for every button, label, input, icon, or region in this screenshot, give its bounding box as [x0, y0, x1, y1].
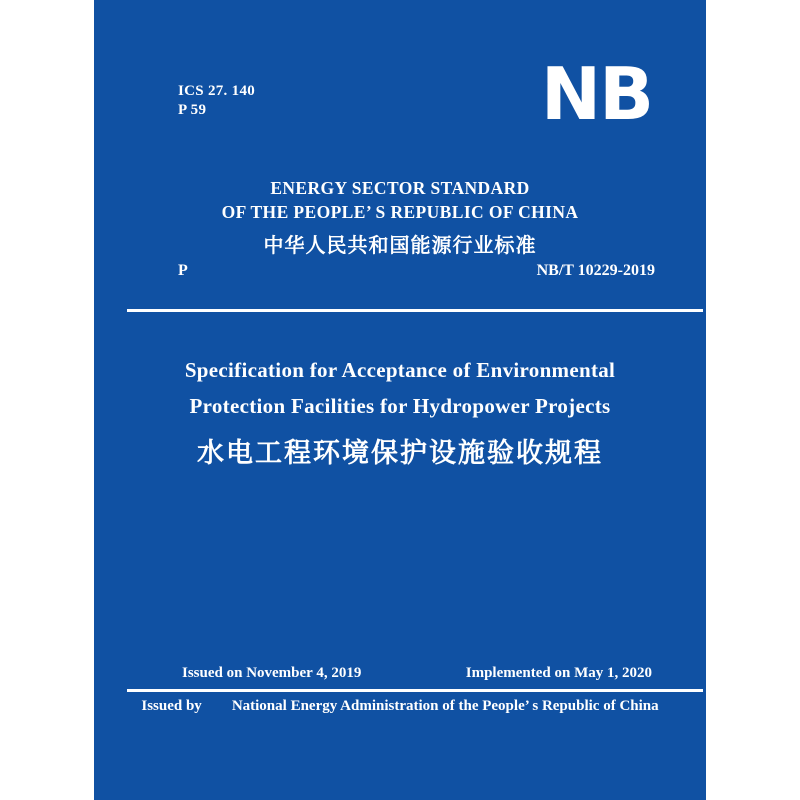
issued-by-label: Issued by — [141, 698, 202, 714]
class-letter: P — [178, 262, 188, 279]
dates-row — [182, 665, 652, 682]
classification-code: P 59 — [178, 102, 207, 118]
title-block — [94, 352, 706, 470]
standard-number: NB/T 10229-2019 — [536, 262, 655, 279]
implemented-on-date: Implemented on May 1, 2020 — [465, 665, 652, 681]
title-en-line2: Protection Facilities for Hydropower Projects — [189, 394, 611, 418]
bottom-divider-line — [127, 689, 703, 692]
nb-logo: NB — [540, 52, 652, 136]
standard-cover — [94, 0, 706, 800]
standard-heading-en-line1: ENERGY SECTOR STANDARD — [270, 178, 530, 198]
issued-by-row — [94, 698, 706, 715]
title-en-line1: Specification for Acceptance of Environmental — [184, 358, 616, 382]
document-class-row — [178, 262, 655, 280]
standard-heading-zh: 中华人民共和国能源行业标准 — [263, 235, 537, 257]
issued-on-date: Issued on November 4, 2019 — [182, 665, 362, 681]
issued-by-value: National Energy Administration of the People’ s Republic of China — [231, 698, 659, 714]
top-divider-line — [127, 309, 703, 312]
standard-heading — [94, 176, 706, 258]
title-zh: 水电工程环境保护设施验收规程 — [197, 438, 603, 468]
ics-codes — [178, 82, 255, 120]
ics-code: ICS 27. 140 — [178, 83, 256, 99]
standard-heading-en-line2: OF THE PEOPLE’ S REPUBLIC OF CHINA — [221, 202, 579, 222]
